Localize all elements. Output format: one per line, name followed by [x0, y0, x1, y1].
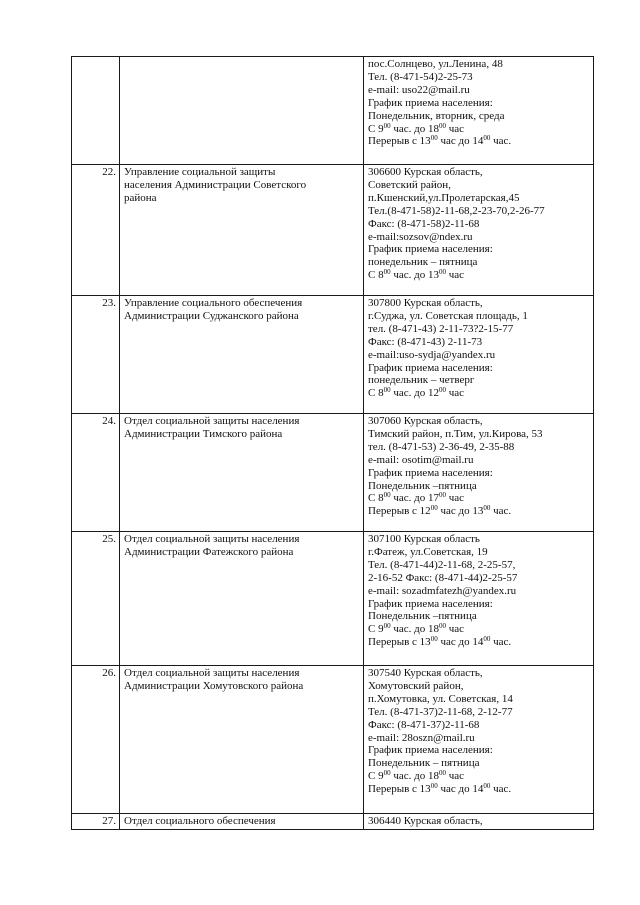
hours-start: Перерыв с 13 [368, 135, 431, 148]
row-number [72, 57, 120, 165]
hours-end: час [446, 387, 465, 400]
contact-line: График приема населения: [368, 96, 493, 109]
contact-line: понедельник – пятница [368, 256, 478, 269]
table-row [72, 414, 594, 532]
hours-start-minutes: 00 [383, 491, 391, 500]
office-contacts [364, 532, 594, 666]
hours-start-minutes: 00 [383, 622, 391, 631]
hours-end-minutes: 00 [439, 622, 446, 631]
hours-mid: час до 14 [437, 783, 484, 796]
hours-end-minutes: 00 [439, 268, 446, 277]
hours-mid: час. до 12 [390, 387, 439, 400]
contact-line: Факс: (8-471-37)2-11-68 [368, 718, 480, 731]
hours-start-minutes: 00 [383, 386, 391, 395]
hours-end-minutes: 00 [439, 386, 446, 395]
hours-start: С 9 [368, 122, 384, 135]
contact-line: График приема населения: [368, 361, 493, 374]
offices-table [71, 56, 594, 830]
table-row [72, 814, 594, 830]
hours-end-minutes: 00 [483, 782, 491, 791]
hours-mid: час. до 17 [390, 492, 439, 505]
office-name-line: района [124, 191, 157, 204]
office-name [120, 165, 364, 296]
contact-line: 306440 Курская область, [368, 815, 483, 827]
table-row [72, 666, 594, 814]
hours-end-minutes: 00 [439, 491, 446, 500]
hours-start: Перерыв с 12 [368, 505, 431, 518]
contact-line: Советский район, [368, 178, 451, 191]
row-number: 24. [72, 414, 120, 532]
hours-start-minutes: 00 [430, 134, 438, 143]
contact-line: e-mail: sozadmfatezh@yandex.ru [368, 584, 517, 597]
hours-line [368, 623, 590, 636]
contact-line: e-mail: osotim@mail.ru [368, 453, 474, 466]
hours-line [368, 636, 590, 649]
office-name-line: населения Администрации Советского [124, 178, 307, 191]
office-name-line: Администрации Фатежского района [124, 545, 294, 558]
office-name [120, 532, 364, 666]
contact-line: Хомутовский район, [368, 679, 464, 692]
contact-line: понедельник – четверг [368, 374, 475, 387]
table-row [72, 165, 594, 296]
hours-end: час [446, 623, 465, 636]
hours-mid: час. до 18 [390, 122, 439, 135]
hours-line [368, 492, 590, 505]
contact-line: e-mail: uso22@mail.ru [368, 83, 470, 96]
office-name [120, 296, 364, 414]
hours-line [368, 783, 590, 796]
contact-line: e-mail: 28oszn@mail.ru [368, 731, 475, 744]
office-contacts [364, 666, 594, 814]
row-number: 26. [72, 666, 120, 814]
office-contacts [364, 814, 594, 830]
contact-line: 306600 Курская область, [368, 166, 483, 178]
hours-end: час. [490, 135, 512, 148]
hours-start-minutes: 00 [383, 268, 391, 277]
office-name [120, 666, 364, 814]
contact-line: Факс: (8-471-43) 2-11-73 [368, 335, 483, 348]
hours-start-minutes: 00 [383, 769, 391, 778]
hours-start-minutes: 00 [430, 635, 438, 644]
hours-start: С 8 [368, 269, 384, 282]
hours-start: Перерыв с 13 [368, 636, 431, 649]
contact-line: Понедельник, вторник, среда [368, 109, 505, 122]
contact-line: Тел. (8-471-37)2-11-68, 2-12-77 [368, 705, 513, 718]
hours-mid: час до 14 [437, 135, 484, 148]
contact-line: пос.Солнцево, ул.Ленина, 48 [368, 58, 503, 70]
contact-line: Тел. (8-471-54)2-25-73 [368, 70, 473, 83]
office-name-line: Отдел социальной защиты населения [124, 533, 300, 545]
hours-end: час [446, 122, 465, 135]
contact-line: Понедельник –пятница [368, 479, 477, 492]
hours-end: час [446, 770, 465, 783]
hours-mid: час до 14 [437, 636, 484, 649]
hours-start-minutes: 00 [383, 121, 391, 130]
hours-start: С 8 [368, 492, 384, 505]
office-contacts [364, 414, 594, 532]
contact-line: График приема населения: [368, 243, 493, 256]
contact-line: Тимский район, п.Тим, ул.Кирова, 53 [368, 427, 543, 440]
contact-line: Понедельник – пятница [368, 757, 480, 770]
hours-line [368, 135, 590, 148]
office-name-line: Отдел социальной защиты населения [124, 667, 300, 679]
hours-line [368, 387, 590, 400]
hours-end-minutes: 00 [439, 121, 446, 130]
contact-line: График приема населения: [368, 744, 493, 757]
table-row [72, 296, 594, 414]
office-name-line: Администрации Суджанского района [124, 309, 299, 322]
office-name-line: Отдел социальной защиты населения [124, 415, 300, 427]
contact-line: Факс: (8-471-58)2-11-68 [368, 217, 480, 230]
row-number: 22. [72, 165, 120, 296]
hours-line [368, 505, 590, 518]
hours-end-minutes: 00 [483, 134, 491, 143]
contact-line: График приема населения: [368, 597, 493, 610]
contact-line: г.Суджа, ул. Советская площадь, 1 [368, 309, 528, 322]
office-contacts [364, 296, 594, 414]
hours-start-minutes: 00 [430, 504, 438, 513]
contact-line: г.Фатеж, ул.Советская, 19 [368, 545, 488, 558]
contact-line: График приема населения: [368, 466, 493, 479]
office-name [120, 814, 364, 830]
hours-line [368, 770, 590, 783]
hours-start-minutes: 00 [430, 782, 438, 791]
table-row [72, 57, 594, 165]
row-number: 23. [72, 296, 120, 414]
hours-end: час. [490, 505, 512, 518]
hours-end: час. [490, 783, 512, 796]
office-contacts [364, 165, 594, 296]
office-name-line: Отдел социального обеспечения [124, 815, 276, 827]
table-row [72, 532, 594, 666]
contact-line: 307100 Курская область [368, 533, 480, 545]
contact-line: тел. (8-471-43) 2-11-73?2-15-77 [368, 322, 514, 335]
hours-start: С 9 [368, 770, 384, 783]
row-number: 27. [72, 814, 120, 830]
row-number: 25. [72, 532, 120, 666]
office-name [120, 57, 364, 165]
contact-line: Понедельник –пятница [368, 610, 477, 623]
contact-line: 307540 Курская область, [368, 667, 483, 679]
office-name-line: Управление социального обеспечения [124, 297, 303, 309]
contact-line: e-mail:uso-sydja@yandex.ru [368, 348, 496, 361]
hours-start: С 9 [368, 623, 384, 636]
contact-line: Тел.(8-471-58)2-11-68,2-23-70,2-26-77 [368, 204, 545, 217]
contact-line: Тел. (8-471-44)2-11-68, 2-25-57, [368, 558, 516, 571]
hours-end-minutes: 00 [439, 769, 446, 778]
office-name-line: Администрации Хомутовского района [124, 679, 304, 692]
hours-mid: час до 13 [437, 505, 484, 518]
contact-line: 307800 Курская область, [368, 297, 483, 309]
hours-end: час [446, 269, 465, 282]
office-name [120, 414, 364, 532]
contact-line: п.Хомутовка, ул. Советская, 14 [368, 692, 513, 705]
hours-start: С 8 [368, 387, 384, 400]
contact-line: п.Кшенский,ул.Пролетарская,45 [368, 191, 520, 204]
office-name-line: Управление социальной защиты [124, 166, 276, 178]
contact-line: 2-16-52 Факс: (8-471-44)2-25-57 [368, 571, 518, 584]
contact-line: тел. (8-471-53) 2-36-49, 2-35-88 [368, 440, 515, 453]
hours-end-minutes: 00 [483, 504, 491, 513]
office-name-line: Администрации Тимского района [124, 427, 283, 440]
hours-line [368, 269, 590, 282]
hours-mid: час. до 18 [390, 623, 439, 636]
office-contacts [364, 57, 594, 165]
contact-line: e-mail:sozsov@ndex.ru [368, 230, 473, 243]
hours-line [368, 123, 590, 136]
offices-table-body [72, 57, 594, 830]
hours-end: час [446, 492, 465, 505]
hours-end: час. [490, 636, 512, 649]
hours-start: Перерыв с 13 [368, 783, 431, 796]
hours-mid: час. до 18 [390, 770, 439, 783]
hours-mid: час. до 13 [390, 269, 439, 282]
contact-line: 307060 Курская область, [368, 415, 483, 427]
hours-end-minutes: 00 [483, 635, 491, 644]
